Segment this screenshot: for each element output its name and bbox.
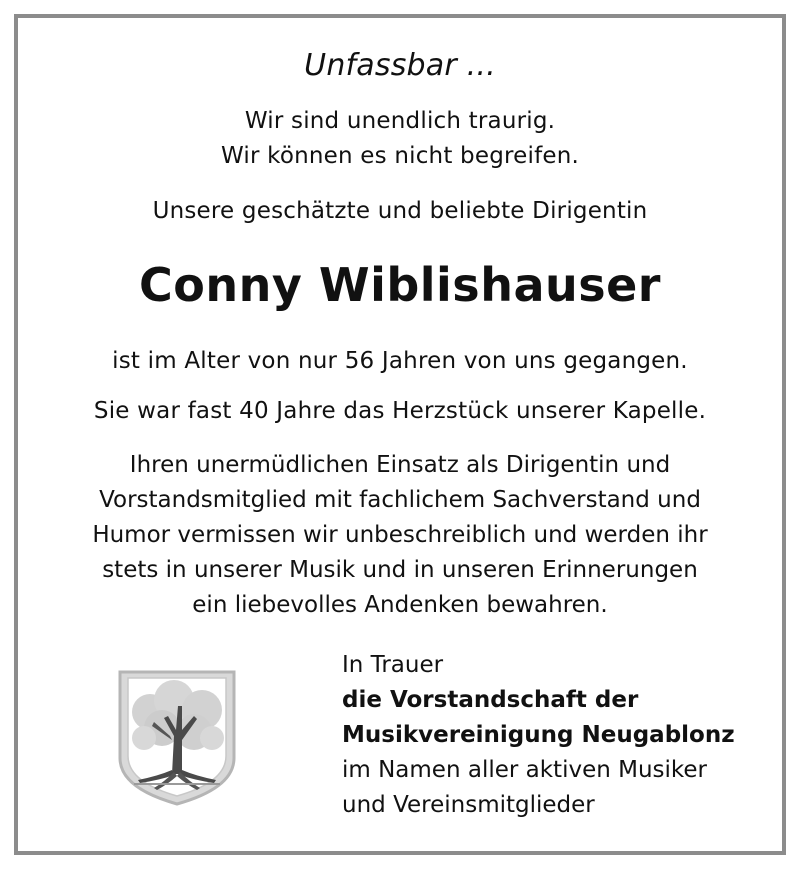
lead-in: Unsere geschätzte und beliebte Dirigentin (152, 198, 648, 224)
intro-line-2: Wir können es nicht begreifen. (220, 143, 580, 169)
behalf-line-1: im Namen aller aktiven Musiker (342, 757, 708, 783)
tribute-line: ein liebevolles Andenken bewahren. (192, 592, 608, 618)
notice-content (18, 18, 782, 851)
organization-line-2: Musikvereinigung Neugablonz (342, 722, 735, 748)
signature-block (342, 648, 735, 823)
deceased-name: Conny Wiblishauser (138, 258, 661, 312)
tree-crest-icon (114, 666, 240, 808)
tribute-line: Vorstandsmitglied mit fachlichem Sachverstand und (99, 487, 701, 513)
tribute-line: stets in unserer Musik und in unseren Erinnerungen (102, 557, 698, 583)
behalf-line-2: und Vereinsmitglieder (342, 792, 595, 818)
notice-frame (14, 14, 786, 855)
age-line: ist im Alter von nur 56 Jahren von uns gegangen. (112, 348, 688, 374)
organization-line-1: die Vorstandschaft der (342, 687, 639, 713)
intro-line-1: Wir sind unendlich traurig. (244, 108, 556, 134)
tribute-line: Humor vermissen wir unbeschreiblich und werden ihr (92, 522, 708, 548)
mourning-line: In Trauer (342, 652, 444, 678)
tribute-line: Ihren unermüdlichen Einsatz als Dirigentin und (129, 452, 671, 478)
headline: Unfassbar ... (304, 48, 496, 83)
heart-line: Sie war fast 40 Jahre das Herzstück unserer Kapelle. (93, 398, 707, 424)
tribute-paragraph (18, 448, 782, 623)
